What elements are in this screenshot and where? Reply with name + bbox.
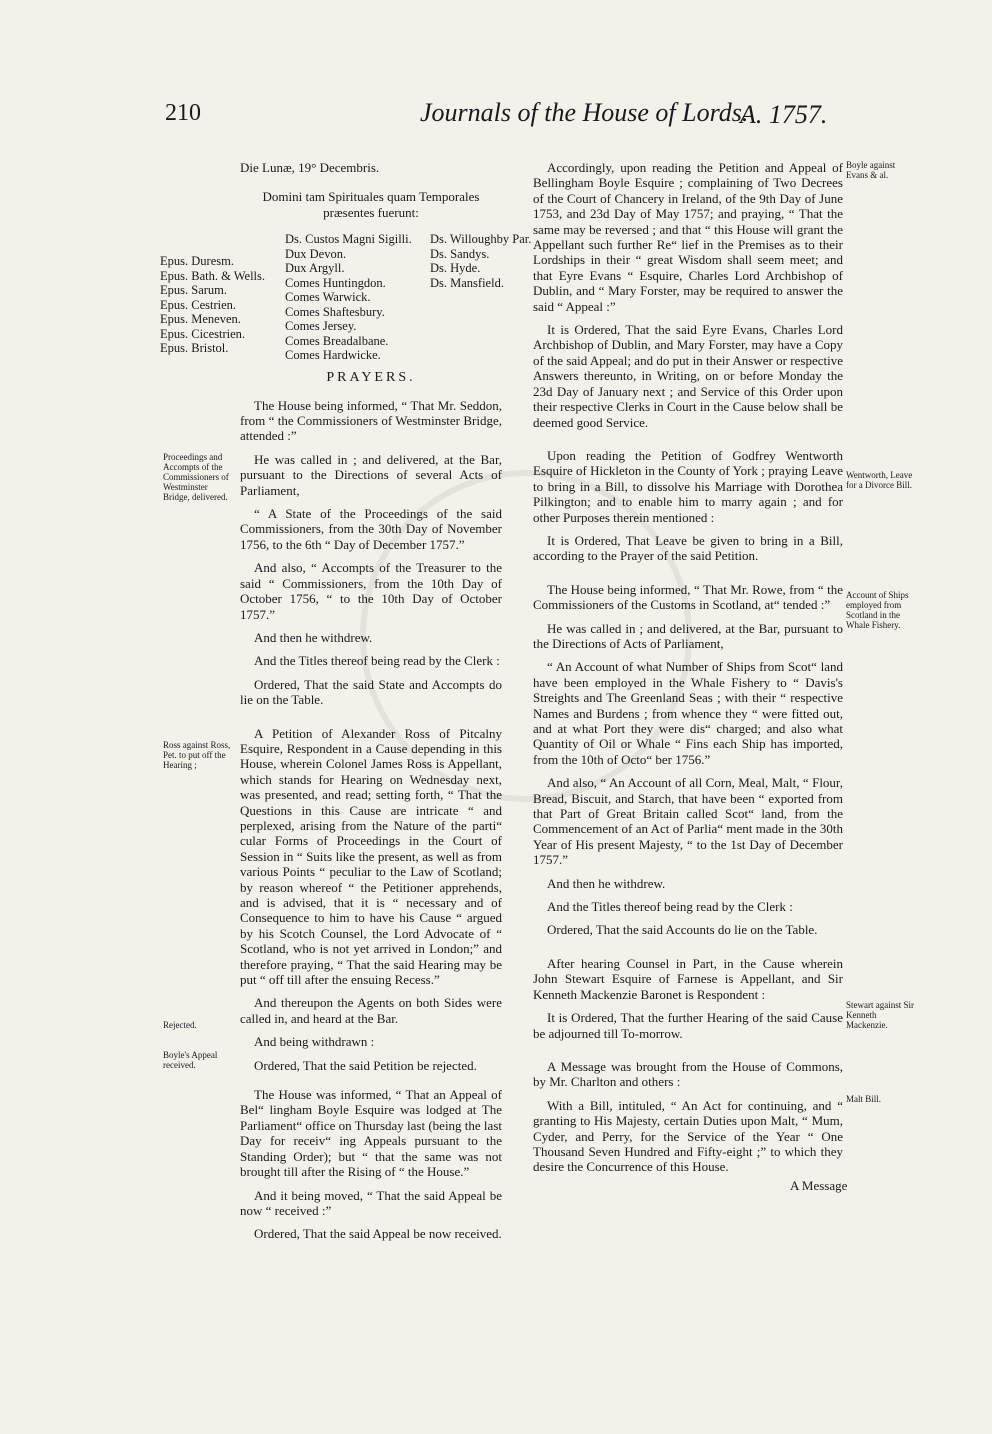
- roll-entry: Comes Hardwicke.: [285, 348, 381, 362]
- margin-note-wentworth: Wentworth, Leave for a Divorce Bill.: [846, 470, 913, 490]
- roll-entry: Ds. Custos Magni Sigilli.: [285, 232, 412, 246]
- para-moved: And it being moved, “ That the said Appeal be now “ received :”: [240, 1187, 502, 1218]
- prayers-heading: PRAYERS.: [326, 370, 416, 386]
- para-ross-petition: A Petition of Alexander Ross of Pitcalny Esquire, Respondent in a Cause depending in this House, wherein Colonel James Ross is Appellant, which stands for Hearing on Wednesday next, was presented, and read; setting forth, “ That the Questions in this Cause are intricate “ and perplexed, arising from the Nature of the parti“ cular Forms of Proceedings in the Court of Session in “ Suits like the present, as well as from various Points “ peculiar to the Law of Scotland; by reason whereof “ the Petitioner apprehends, and is advised, that it is “ necessary and of Consequence to him to have his Cause “ argued by his Scotch Counsel, the Lord Advocate of “ Scotland, who is not yet arrived in London;” and therefore praying, “ That the said Hearing may be put “ off till after the ensuing Recess.”: [240, 725, 502, 988]
- roll-entry: Comes Shaftesbury.: [285, 304, 385, 319]
- running-year: A. 1757.: [740, 100, 828, 129]
- para-stewart-counsel: After hearing Counsel in Part, in the Cause wherein John Stewart Esquire of Farnese is Appellant, and Sir Kenneth Mackenzie Baronet is Respondent :: [533, 955, 843, 1002]
- para-malt-bill: With a Bill, intituled, “ An Act for continuing, and “ granting to His Majesty, certain Duties upon Malt, “ Mum, Cyder, and Perry, for the Service of the Year “ One Thousand Seven Hundred and Fifty-eight ;” to which they desire the Concurrence of this House.: [533, 1097, 843, 1175]
- margin-note-malt: Malt Bill.: [846, 1094, 882, 1104]
- para-withdrew-2: And then he withdrew.: [547, 875, 666, 891]
- roll-entry: Ds. Hyde.: [430, 261, 481, 275]
- roll-entry: Epus. Cicestrien.: [160, 326, 246, 341]
- roll-barons: [430, 232, 540, 290]
- roll-entry: Dux Argyll.: [285, 261, 345, 275]
- roll-entry: Comes Warwick.: [285, 290, 371, 304]
- margin-note-stewart: Stewart against Sir Kenneth Mackenzie.: [846, 1000, 914, 1030]
- para-message-commons: A Message was brought from the House of Commons, by Mr. Charlton and others :: [533, 1058, 843, 1090]
- roll-entry: Epus. Sarum.: [160, 283, 228, 297]
- roll-entry: Epus. Cestrien.: [160, 297, 237, 312]
- para-wentworth-petition: Upon reading the Petition of Godfrey Wentworth Esquire of Hickleton in the County of York ; praying Leave to bring in a Bill, to dissolve his Marriage with Dorothea Pilkington; and to enable him to marry again ; and for other Purposes therein mentioned :: [533, 447, 843, 525]
- para-appeal-received: Ordered, That the said Appeal be now received.: [254, 1226, 502, 1242]
- roll-entry: Epus. Meneven.: [160, 312, 241, 326]
- para-agents-heard: And thereupon the Agents on both Sides were called in, and heard at the Bar.: [240, 995, 502, 1026]
- margin-note-westminster: Proceedings and Accompts of the Commissioners of Westminster Bridge, delivered.: [163, 452, 229, 502]
- para-boyle-appeal: The House was informed, “ That an Appeal of Bel“ lingham Boyle Esquire was lodged at The Parliament“ office on Thursday last (being the last Day for receiv“ ing Appeals pursuant to the Standing Order); but “ that the same was not brought till after the Rising of “ the House.”: [240, 1087, 502, 1180]
- para-leave-bill: It is Ordered, That Leave be given to bring in a Bill, according to the Prayer of the said Petition.: [533, 532, 843, 564]
- roll-entry: Comes Huntingdon.: [285, 275, 386, 290]
- roll-bishops: [160, 254, 280, 356]
- para-rejected: Ordered, That the said Petition be rejected.: [254, 1057, 477, 1073]
- para-seddon-informed: The House being informed, “ That Mr. Seddon, from “ the Commissioners of Westminster Bridge, attended :”: [240, 397, 502, 444]
- para-adjourned: It is Ordered, That the further Hearing of the said Cause be adjourned till To-morrow.: [533, 1010, 843, 1041]
- para-accompts: And also, “ Accompts of the Treasurer to the said “ Commissioners, from the 10th Day of October 1756, “ to the 10th Day of October 1757.”: [240, 560, 502, 622]
- roll-entry: Epus. Bath. & Wells.: [160, 268, 266, 283]
- margin-note-rejected: Rejected.: [163, 1020, 197, 1030]
- para-ordered-copy: It is Ordered, That the said Eyre Evans, Charles Lord Archbishop of Dublin, and Mary Forster, may have a Copy of the said Appeal; and do put in their Answer or respective Answers thereunto, in Writing, on or before Monday the 23d Day of January next ; and Service of this Order upon their respective Clerks in Court in the Cause below shall be deemed good Service.: [533, 322, 843, 430]
- roll-dukes-earls: [285, 232, 435, 363]
- roll-entry: Epus. Duresm.: [160, 254, 234, 268]
- roll-entry: Comes Jersey.: [285, 319, 357, 333]
- roll-entry: Epus. Bristol.: [160, 341, 229, 355]
- para-titles-read-1: And the Titles thereof being read by the Clerk :: [254, 653, 500, 669]
- para-seddon-called: He was called in ; and delivered, at the Bar, pursuant to the Directions of several Acts of Parliament,: [240, 451, 502, 498]
- para-accounts-lie: Ordered, That the said Accounts do lie on the Table.: [547, 922, 818, 938]
- para-state-proceedings: “ A State of the Proceedings of the said Commissioners, from the 30th Day of November 1756, to the 6th “ Day of December 1757.”: [240, 506, 502, 552]
- running-title: Journals of the House of Lords.: [420, 98, 749, 127]
- margin-note-boyle-evans: Boyle against Evans & al.: [846, 160, 896, 180]
- roll-entry: Ds. Willoughby Par.: [430, 232, 532, 246]
- catchword: A Message: [790, 1178, 848, 1193]
- para-rowe-informed: The House being informed, “ That Mr. Rowe, from “ the Commissioners of the Customs in Scotland, at“ tended :”: [533, 581, 843, 613]
- roll-entry: Ds. Mansfield.: [430, 275, 504, 290]
- roll-entry: Comes Breadalbane.: [285, 333, 389, 348]
- page-header: [0, 98, 992, 138]
- para-titles-read-2: And the Titles thereof being read by the Clerk :: [547, 899, 793, 915]
- margin-note-ross: Ross against Ross, Pet. to put off the Hearing ;: [163, 740, 231, 770]
- para-ships-account: “ An Account of what Number of Ships from Scot“ land have been employed in the Whale Fishery to “ Davis's Streights and The Greenland Seas ; with their “ respective Names and Burdens ; from whence they “ were fitted out, and at what Port they were dis“ charged; and also what Quantity of Oil or Whale “ Fins each Ship has imported, from the 10th of Octo“ ber 1756.”: [533, 659, 843, 767]
- roll-entry: Ds. Sandys.: [430, 246, 490, 261]
- para-withdrawn: And being withdrawn :: [254, 1034, 375, 1050]
- present-heading: Domini tam Spirituales quam Temporales præsentes fuerunt:: [262, 189, 480, 220]
- roll-entry: Dux Devon.: [285, 246, 347, 261]
- para-ordered-lie: Ordered, That the said State and Accompts do lie on the Table.: [240, 676, 502, 708]
- margin-note-ships: Account of Ships employed from Scotland in the Whale Fishery.: [846, 590, 909, 630]
- para-withdrew-1: And then he withdrew.: [254, 629, 373, 645]
- margin-note-boyle-appeal: Boyle's Appeal received.: [163, 1050, 218, 1070]
- para-rowe-called: He was called in ; and delivered, at the Bar, pursuant to the Directions of Acts of Parliament,: [533, 620, 843, 651]
- para-corn-account: And also, “ An Account of all Corn, Meal, Malt, “ Flour, Bread, Biscuit, and Starch, that have been “ exported from that Part of Great Britain called Scot“ land, from the Commencement of an Act of Parlia“ ment made in the 30th Year of His present Majesty, “ to the 1st Day of December 1757.”: [533, 775, 843, 868]
- session-date: Die Lunæ, 19° Decembris.: [240, 160, 380, 175]
- page-number: 210: [165, 100, 201, 126]
- para-boyle-petition: Accordingly, upon reading the Petition and Appeal of Bellingham Boyle Esquire ; complaining of Two Decrees of the Court of Chancery in Ireland, of the 9th Day of June 1753, and 23d Day of May 1757; and praying, “ That the same may be reversed ; and that “ this House will grant the Appellant such further Re“ lief in the Premises as to their Lordships in their “ great Wisdom shall seem meet; and that Eyre Evans “ Esquire, Charles Lord Archbishop of Dublin, and “ Mary Forster, may be required to answer the said “ Appeal :”: [533, 160, 843, 314]
- right-column: [533, 160, 843, 1183]
